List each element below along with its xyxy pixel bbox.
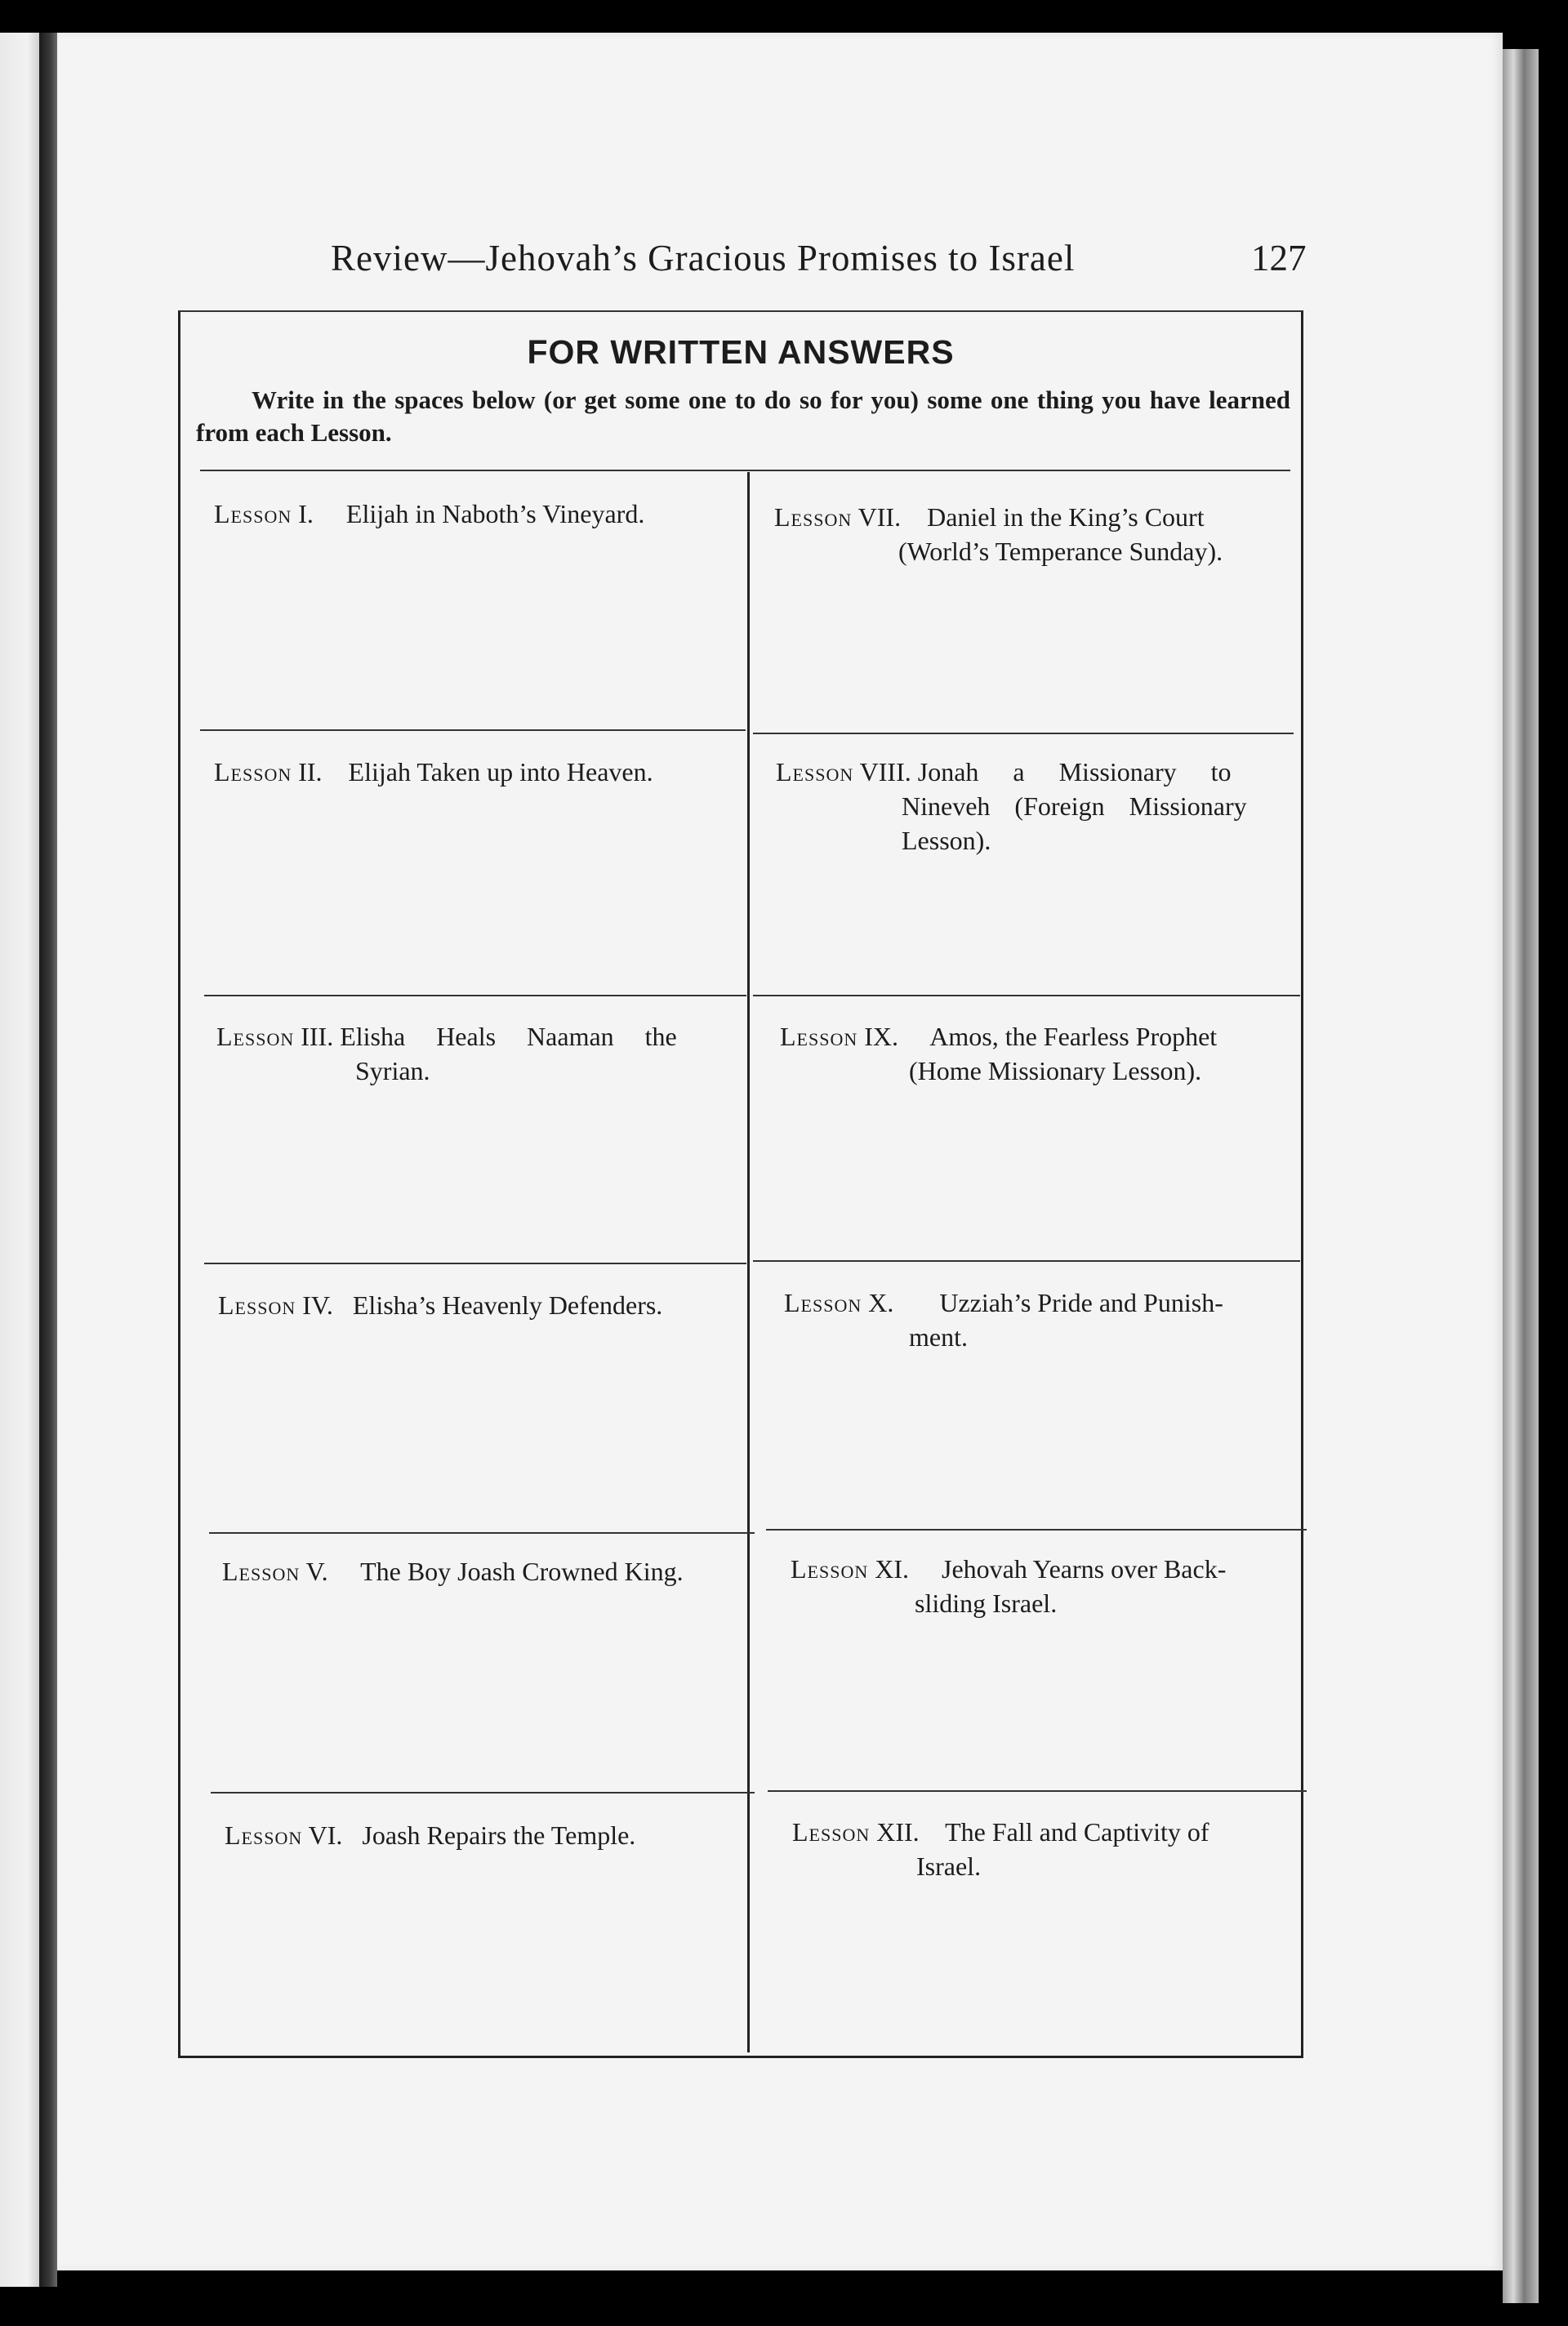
- lesson-entry-7: [774, 500, 1297, 568]
- lesson-label: Lesson: [780, 1022, 858, 1051]
- lesson-label: Lesson: [784, 1288, 862, 1317]
- box-title: FOR WRITTEN ANSWERS: [527, 333, 955, 371]
- lesson-entry-8: [776, 755, 1298, 858]
- row-rule: [753, 733, 1294, 734]
- lesson-title-cont: sliding Israel.: [915, 1589, 1058, 1618]
- lesson-numeral: VIII.: [859, 757, 911, 786]
- lesson-numeral: IV.: [302, 1290, 333, 1320]
- lesson-numeral: IX.: [864, 1022, 898, 1051]
- book-gutter: [39, 33, 57, 2287]
- lesson-title-cont: ment.: [909, 1322, 968, 1352]
- row-rule: [768, 1790, 1307, 1792]
- lesson-numeral: XI.: [875, 1554, 909, 1584]
- lesson-title: Jehovah Yearns over Back-: [942, 1554, 1227, 1584]
- lesson-entry-3: [216, 1019, 747, 1088]
- lesson-title-cont: (Home Missionary Lesson).: [909, 1056, 1202, 1085]
- left-page-edge: [0, 33, 39, 2287]
- column-divider: [747, 472, 750, 2052]
- lesson-title-cont: Israel.: [916, 1851, 982, 1881]
- lesson-entry-10: [784, 1286, 1307, 1354]
- lesson-label: Lesson: [222, 1557, 301, 1586]
- lesson-numeral: II.: [298, 757, 323, 786]
- lesson-title: Uzziah’s Pride and Punish-: [939, 1288, 1223, 1317]
- row-rule: [753, 1260, 1300, 1262]
- lesson-label: Lesson: [216, 1022, 295, 1051]
- lesson-numeral: V.: [305, 1557, 328, 1586]
- lesson-label: Lesson: [214, 499, 292, 528]
- lesson-entry-1: [214, 497, 737, 531]
- lesson-numeral: VI.: [308, 1820, 343, 1850]
- box-instructions: Write in the spaces below (or get some one to do so for you) some one thing you have learned from each Lesson.: [196, 385, 1290, 447]
- row-rule: [204, 1263, 746, 1264]
- lesson-title-cont: Syrian.: [355, 1056, 430, 1085]
- lesson-title: Joash Repairs the Temple.: [362, 1820, 636, 1850]
- lesson-label: Lesson: [225, 1820, 303, 1850]
- lesson-label: Lesson: [791, 1554, 869, 1584]
- lesson-numeral: III.: [301, 1022, 334, 1051]
- lesson-title: Jonah a Missionary to: [917, 757, 1232, 786]
- lesson-label: Lesson: [218, 1290, 296, 1320]
- written-answers-box: [178, 310, 1303, 2058]
- row-rule: [766, 1529, 1307, 1531]
- lesson-entry-4: [218, 1288, 749, 1322]
- running-head: Review—Jehovah’s Gracious Promises to Israel: [331, 238, 1076, 278]
- lesson-title-cont: (World’s Temperance Sunday).: [898, 537, 1223, 566]
- lesson-numeral: VII.: [858, 502, 902, 532]
- row-rule: [753, 995, 1300, 996]
- lesson-title: The Boy Joash Crowned King.: [360, 1557, 684, 1586]
- page-stack-edge: [1503, 49, 1539, 2303]
- row-rule: [204, 995, 746, 996]
- lesson-entry-11: [791, 1552, 1313, 1620]
- lesson-title: The Fall and Captivity of: [945, 1817, 1209, 1847]
- header-rule: [200, 470, 1290, 471]
- lesson-title: Elijah in Naboth’s Vineyard.: [345, 499, 645, 528]
- lesson-title: Elijah Taken up into Heaven.: [348, 757, 653, 786]
- row-rule: [211, 1792, 755, 1794]
- lesson-title: Daniel in the King’s Court: [927, 502, 1205, 532]
- row-rule: [200, 729, 746, 731]
- lesson-title: Elisha’s Heavenly Defenders.: [352, 1290, 663, 1320]
- lesson-title: Amos, the Fearless Prophet: [929, 1022, 1218, 1051]
- lesson-entry-6: [225, 1818, 755, 1852]
- lesson-entry-5: [222, 1554, 761, 1589]
- lesson-label: Lesson: [792, 1817, 871, 1847]
- lesson-title-cont: Nineveh (Foreign Missionary: [902, 791, 1247, 821]
- lesson-title: Elisha Heals Naaman the: [340, 1022, 677, 1051]
- page-number: 127: [1251, 238, 1307, 278]
- lesson-numeral: XII.: [876, 1817, 920, 1847]
- lesson-numeral: I.: [298, 499, 314, 528]
- row-rule: [209, 1532, 755, 1534]
- lesson-numeral: X.: [868, 1288, 894, 1317]
- lesson-label: Lesson: [774, 502, 853, 532]
- lesson-entry-9: [780, 1019, 1303, 1088]
- lesson-entry-2: [214, 755, 737, 789]
- lesson-label: Lesson: [776, 757, 854, 786]
- lesson-title-cont: Lesson).: [902, 826, 991, 855]
- lesson-label: Lesson: [214, 757, 292, 786]
- lesson-entry-12: [792, 1815, 1315, 1883]
